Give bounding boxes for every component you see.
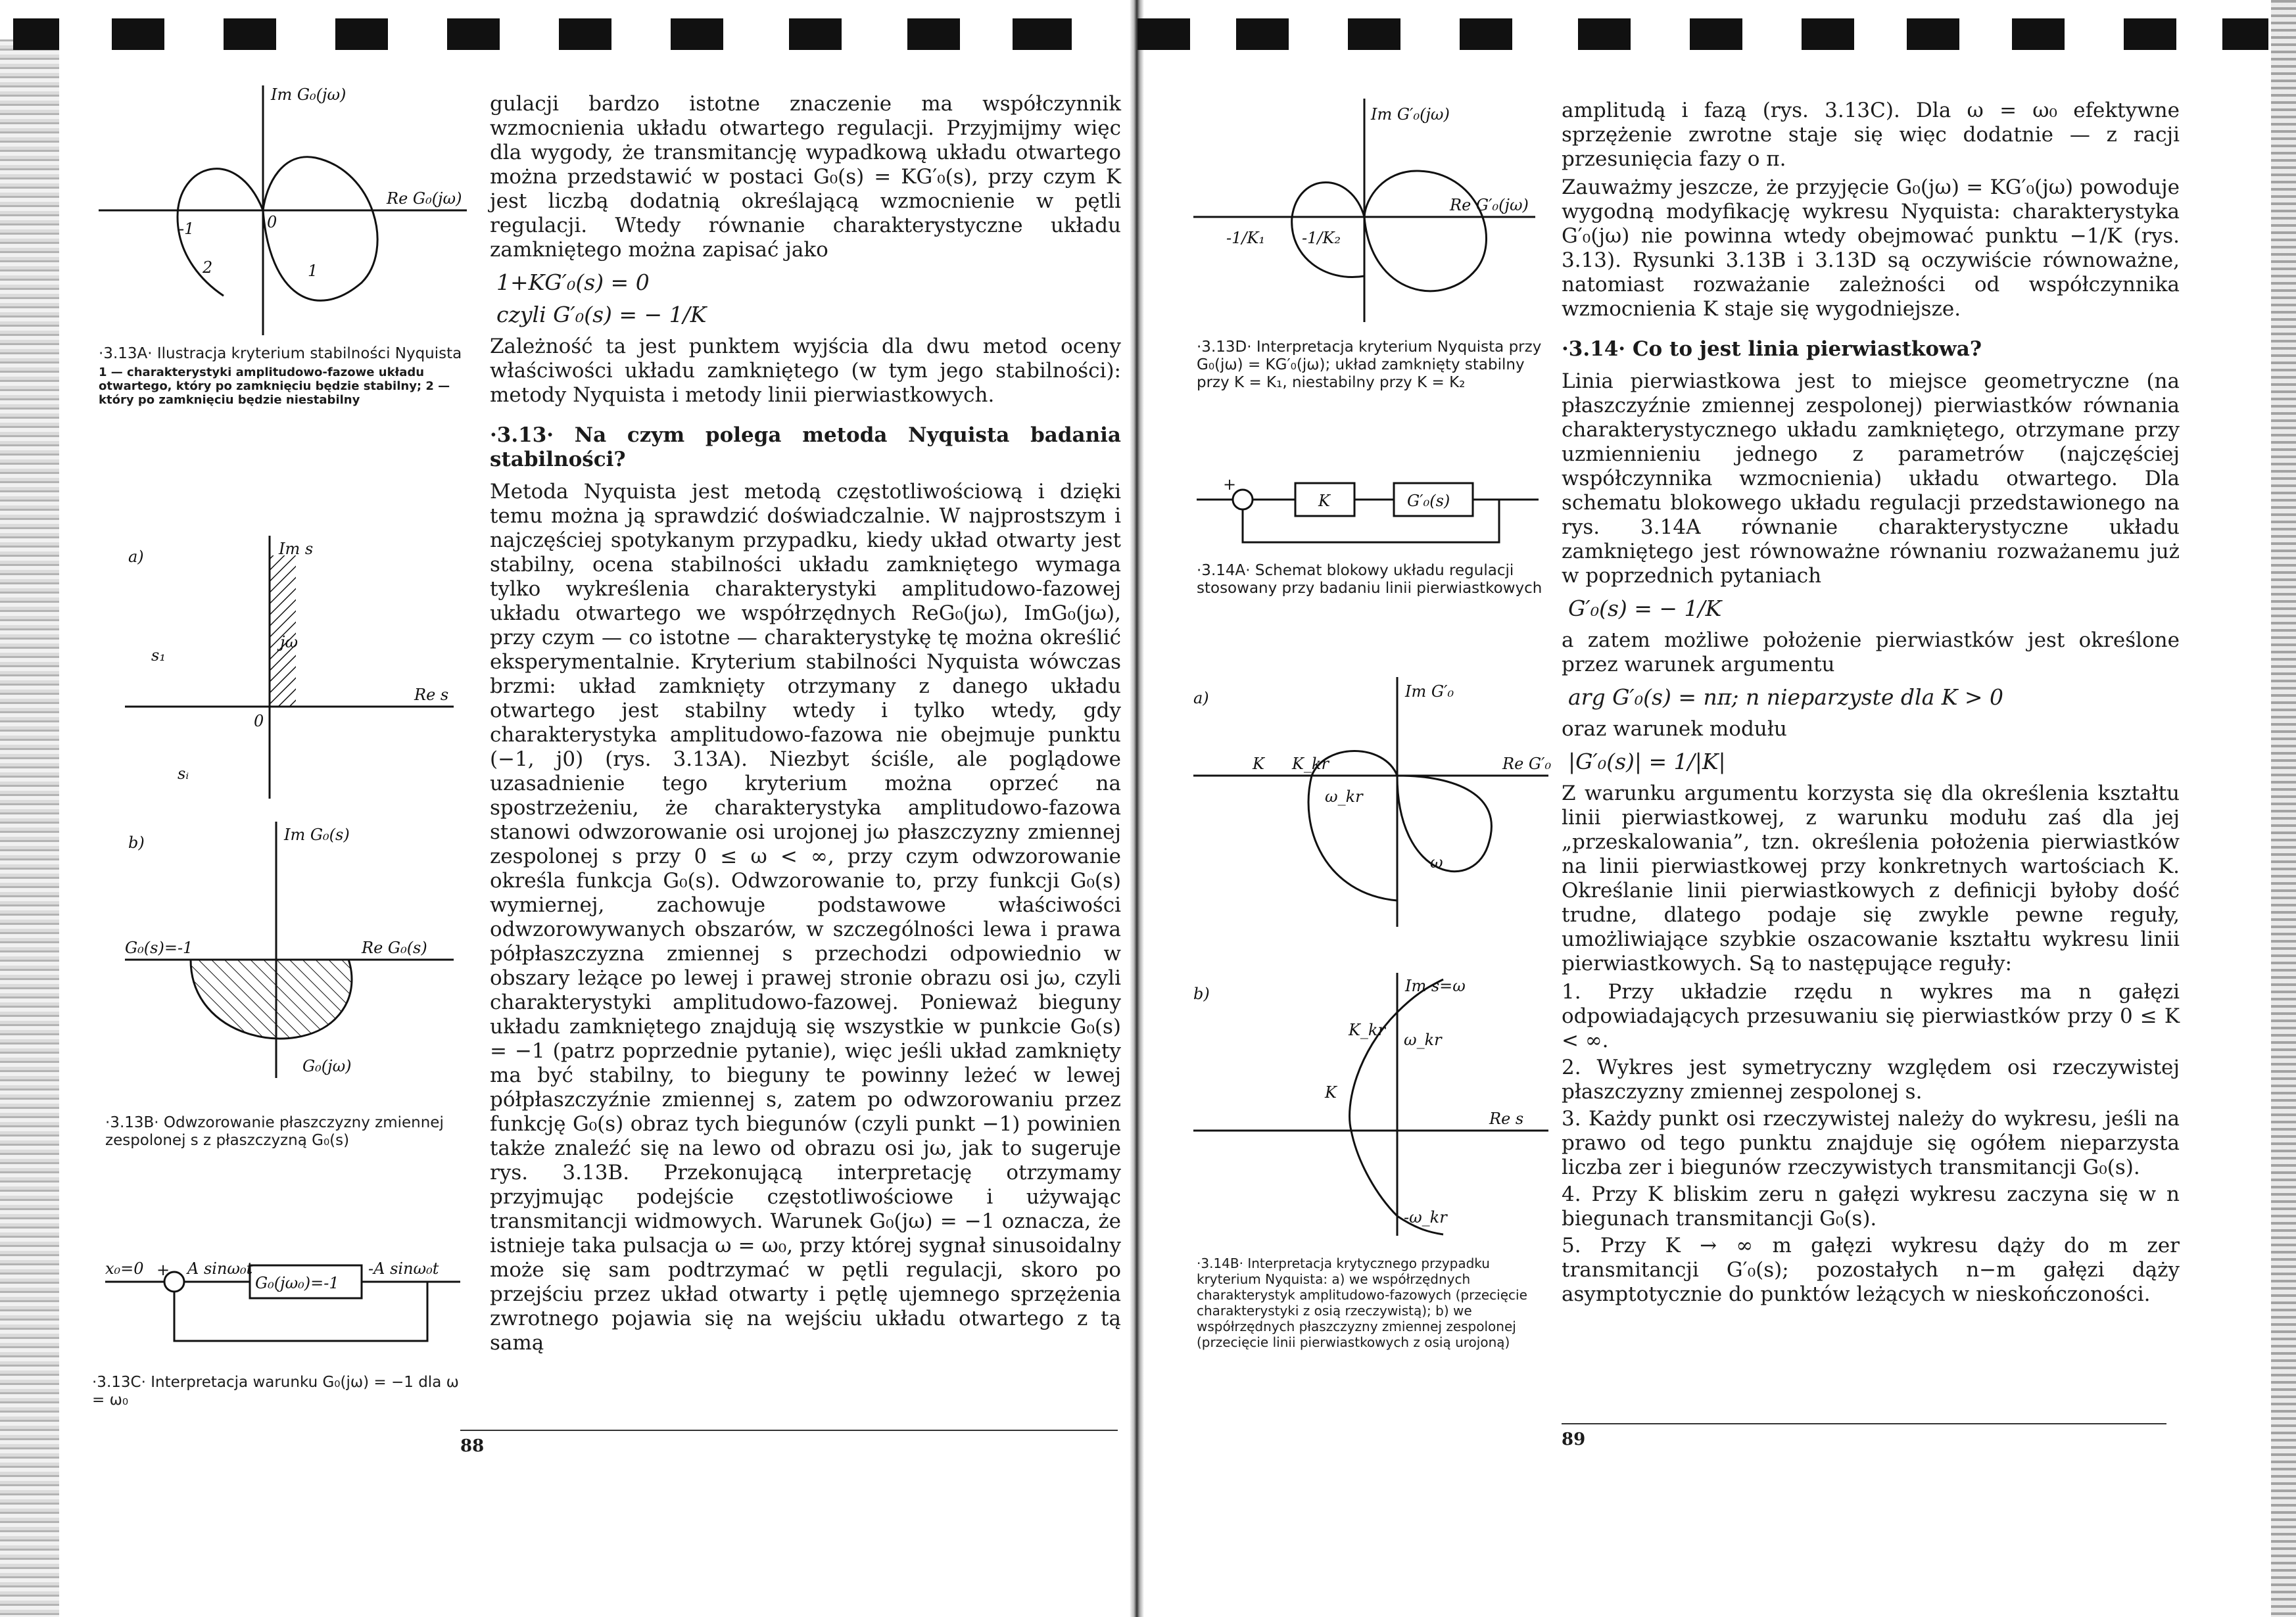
- fig-d-im-label: Im G′₀(jω): [1371, 105, 1450, 124]
- right-paragraph-4: a zatem możliwe położenie pierwiastków jest określone przez warunek argumentu: [1562, 628, 2180, 676]
- fig-bd-k-label: K: [1318, 492, 1330, 510]
- caption-3-13A: [99, 345, 467, 407]
- fig-b1-si-label: sᵢ: [178, 764, 189, 783]
- right-paragraph-5: oraz warunek modułu: [1562, 717, 1787, 741]
- fig-a-origin: 0: [267, 213, 277, 231]
- fig-bd-g-label: G′₀(s): [1407, 492, 1450, 510]
- figure-3-13B-a: [125, 536, 454, 799]
- fig-ea-k-label: K: [1253, 755, 1264, 773]
- fig-eb-re-label: Re s: [1489, 1110, 1524, 1128]
- figure-3-14A: [1197, 460, 1552, 552]
- section-3-14-heading: ·3.14· Co to jest linia pierwiastkowa?: [1562, 337, 1982, 361]
- fig-b1-im-label: Im s: [279, 540, 314, 558]
- caption-3-13C: [92, 1374, 460, 1409]
- left-paragraph-1: gulacji bardzo istotne znaczenie ma współczynnik wzmocnienia układu otwartego regulacji. Przyjmijmy więc dla wygody, że transmitancję wypadkową układu otwartego można przedstawić w postaci G₀(s) = KG′₀(s), przy czym K jest liczbą dodatnią określającą wzmocnienie w pętli regulacji. Wtedy równanie charakterystyczne układu zamkniętego można zapisać jako: [490, 92, 1121, 262]
- left-paragraph-2: Zależność ta jest punktem wyjścia dla dwu metod oceny właściwości układu zamkniętego (w tym jego stabilności): metody Nyquista i metody linii pierwiastkowych.: [490, 335, 1121, 407]
- fig-c-out-label: -A sinω₀t: [368, 1259, 439, 1278]
- book-spine: [1130, 0, 1144, 1617]
- fig-ea-kkr-label: K_kr: [1292, 755, 1329, 773]
- right-paragraph-2: Zauważmy jeszcze, że przyjęcie G₀(jω) = KG′₀(jω) powoduje wygodną modyfikację wykresu Nyquista: charakterystyka G′₀(jω) nie powinna wtedy obejmować punktu −1/K (rys. 3.13). Rysunki 3.13B i 3.13D są oczywiście równoważne, natomiast rozważanie zależności od współczynnika wzmocnienia K staje się wygodniejsze.: [1562, 176, 2180, 321]
- fig-ea-wkr-label: ω_kr: [1325, 787, 1363, 806]
- caption-3-14B: [1197, 1255, 1552, 1350]
- left-page-number: 88: [460, 1436, 485, 1456]
- fig-b2-minus-one: G₀(s)=-1: [125, 939, 193, 957]
- rule-item-5: 5. Przy K → ∞ m gałęzi wykresu dąży do m zer transmitancji G′₀(s); pozostałych n−m gałęzi dąży asymptotycznie do punktów leżących w nieskończoności.: [1562, 1234, 2180, 1306]
- fig-a-minus-one: -1: [179, 220, 195, 238]
- figure-3-14B-b: [1193, 973, 1548, 1236]
- left-footer-rule: [460, 1430, 1118, 1431]
- caption-3-13D-title: ·3.13D· Interpretacja kryterium Nyquista przy G₀(jω) = KG′₀(jω); układ zamknięty stabilny przy K = K₁, niestabilny przy K = K₂: [1197, 339, 1542, 391]
- caption-3-13C-title: ·3.13C· Interpretacja warunku G₀(jω) = −1 dla ω = ω₀: [92, 1374, 459, 1409]
- fig-d-k1-label: -1/K₁: [1226, 229, 1266, 247]
- section-3-13-heading: ·3.13· Na czym polega metoda Nyquista badania stabilności?: [490, 423, 1121, 471]
- right-text-column: [1562, 99, 2180, 1309]
- fig-ea-w-label: ω: [1430, 853, 1443, 872]
- fig-ea-im-label: Im G′₀: [1405, 682, 1454, 701]
- caption-3-13A-title: ·3.13A· Ilustracja kryterium stabilności Nyquista: [99, 345, 462, 362]
- left-equation-1: 1+KG′₀(s) = 0: [496, 270, 650, 295]
- fig-ea-tag: a): [1193, 689, 1209, 707]
- rule-item-4: 4. Przy K bliskim zeru n gałęzi wykresu zaczyna się w n biegunach transmitancji G₀(s).: [1562, 1183, 2180, 1230]
- caption-3-14A-title: ·3.14A· Schemat blokowy układu regulacji stosowany przy badaniu linii pierwiastkowych: [1197, 562, 1543, 597]
- fig-d-k2-label: -1/K₂: [1302, 229, 1341, 247]
- root-locus-rules-list: [1562, 980, 2180, 1307]
- fig-b2-tag: b): [128, 833, 145, 852]
- fig-b1-re-label: Re s: [414, 686, 449, 704]
- caption-3-13B: [105, 1114, 460, 1150]
- figure-3-13A: [99, 85, 467, 335]
- caption-3-13B-title: ·3.13B· Odwzorowanie płaszczyzny zmiennej zespolonej s z płaszczyzną G₀(s): [105, 1114, 444, 1149]
- right-equation-1: G′₀(s) = − 1/K: [1568, 596, 1722, 621]
- fig-b2-im-label: Im G₀(s): [284, 826, 350, 844]
- right-equation-3: |G′₀(s)| = 1/|K|: [1568, 749, 1726, 774]
- right-footer-rule: [1562, 1423, 2166, 1424]
- fig-b2-gjw-label: G₀(jω): [302, 1057, 352, 1075]
- fig-c-sin-label: A sinω₀t: [187, 1259, 253, 1278]
- fig-eb-wkr-label: ω_kr: [1404, 1031, 1442, 1049]
- fig-eb-tag: b): [1193, 985, 1210, 1003]
- fig-ea-re-label: Re G′₀: [1502, 755, 1552, 773]
- scan-edge-left: [0, 39, 59, 1617]
- figure-3-13B-b: [125, 822, 454, 1078]
- fig-bd-plus: +: [1223, 475, 1237, 494]
- fig-a-im-label: Im G₀(jω): [271, 85, 347, 104]
- figure-3-13C: [99, 1242, 467, 1361]
- fig-eb-kkr-label: K_kr: [1349, 1021, 1385, 1039]
- right-equation-2: arg G′₀(s) = nπ; n nieparzyste dla K > 0: [1568, 684, 2004, 710]
- figure-3-13D: [1193, 99, 1535, 322]
- caption-3-13A-sub: 1 — charakterystyki amplitudowo-fazowe układu otwartego, który po zamknięciu będzie stabilny; 2 — który po zamknięciu będzie niestabilny: [99, 365, 450, 407]
- right-page-number: 89: [1562, 1430, 1586, 1449]
- scan-edge-right: [2271, 0, 2296, 1617]
- fig-eb-mwkr-label: -ω_kr: [1404, 1208, 1447, 1227]
- caption-3-14A: [1197, 562, 1552, 598]
- fig-c-plus: +: [156, 1261, 170, 1279]
- fig-a-curve-2: 2: [203, 258, 213, 277]
- fig-b1-jw-label: jω: [280, 633, 299, 651]
- fig-b1-origin: 0: [254, 712, 264, 730]
- left-text-column: [490, 92, 1121, 1359]
- fig-c-x0-label: x₀=0: [105, 1259, 144, 1278]
- figure-3-14B-a: [1193, 677, 1552, 927]
- fig-a-curve-1: 1: [308, 262, 318, 280]
- rule-item-1: 1. Przy układzie rzędu n wykres ma n gałęzi odpowiadających przesuwaniu się pierwiastków przy 0 ≤ K < ∞.: [1562, 980, 2180, 1052]
- fig-d-re-label: Re G′₀(jω): [1450, 196, 1529, 214]
- fig-eb-im-label: Im s=ω: [1405, 977, 1466, 995]
- right-paragraph-6: Z warunku argumentu korzysta się dla określenia kształtu linii pierwiastkowej, z warunku modułu zaś dla jej „przeskalowania”, tzn. określenia położenia pierwiastków na linii pierwiastkowej przy konkretnych wartościach K. Określanie linii pierwiastkowych z definicji byłoby dość trudne, dlatego podaje się zwykle pewne reguły, umożliwiające szybkie oszacowanie kształtu wykresu linii pierwiastkowych. Są to następujące reguły:: [1562, 782, 2180, 975]
- rule-item-3: 3. Każdy punkt osi rzeczywistej należy do wykresu, jeśli na prawo od tego punktu znajduje się ogółem nieparzysta liczba zer i biegunów rzeczywistych transmitancji G₀(s).: [1562, 1107, 2180, 1179]
- caption-3-14B-title: ·3.14B· Interpretacja krytycznego przypadku kryterium Nyquista: a) we współrzędnych charakterystyk amplitudowo-fazowych (przecięcie charakterystyki z osią rzeczywistą); b) we współrzędnych płaszczyzny zmiennej zespolonej (przecięcie linii pierwiastkowych z osią urojoną): [1197, 1255, 1527, 1350]
- fig-eb-k-label: K: [1325, 1083, 1337, 1102]
- caption-3-13D: [1197, 339, 1552, 392]
- fig-b2-re-label: Re G₀(s): [362, 939, 427, 957]
- left-equation-2: czyli G′₀(s) = − 1/K: [496, 302, 707, 327]
- fig-a-re-label: Re G₀(jω): [387, 189, 462, 208]
- left-paragraph-3: Metoda Nyquista jest metodą częstotliwościową i dzięki temu można ją sprawdzić doświadczalnie. W najprostszym i najczęściej spotykanym przypadku, kiedy układ otwarty jest stabilny, ocena stabilności układu zamkniętego wymaga tylko wykreślenia charakterystyki amplitudowo-fazowej układu otwartego we współrzędnych ReG₀(jω), ImG₀(jω), przy czym — co istotne — charakterystykę tę można określić eksperymentalnie. Kryterium stabilności Nyquista wówczas brzmi: układ zamknięty otrzymany z danego układu otwartego jest stabilny wtedy i tylko wtedy, gdy charakterystyka amplitudowo-fazowa nie obejmuje punktu (−1, j0) (rys. 3.13A). Niezbyt ściśle, ale poglądowe uzasadnienie tego kryterium można oprzeć na spostrzeżeniu, że charakterystyka amplitudowo-fazowa stanowi odwzorowanie osi urojonej jω płaszczyzny zmiennej zespolonej s przy 0 ≤ ω < ∞, przy czym odwzorowanie określa funkcja G₀(s). Odwzorowanie to, przy funkcji G₀(s) wymiernej, zachowuje podstawowe właściwości odwzorowywanych obszarów, w szczególności lewa i prawa półpłaszczyzna zmiennej s przechodzi odpowiednio w obszary leżące po lewej i prawej stronie obrazu osi jω, czyli charakterystyki amplitudowo-fazowej. Ponieważ bieguny układu zamkniętego znajdują się wszystkie w punkcie G₀(s) = −1 (patrz poprzednie pytanie), więc jeśli układ zamknięty ma być stabilny, to bieguny te powinny leżeć w lewej półpłaszczyźnie zmiennej s, zatem po odwzorowaniu przez funkcję G₀(s) obraz tych biegunów (czyli punkt −1) powinien także znaleźć się na lewo od obrazu osi jω, jak to sugeruje rys. 3.13B. Przekonującą interpretację otrzymamy przyjmując podejście częstotliwościowe i używając transmitancji widmowych. Warunek G₀(jω) = −1 oznacza, że istnieje taka pulsacja ω = ω₀, przy której sygnał sinusoidalny może się sam podtrzymać w pętli regulacji, skoro po przejściu przez układ otwarty i pętlę ujemnego sprzężenia zwrotnego pojawia się na wejściu układu otwartego z tą samą: [490, 480, 1121, 1355]
- right-paragraph-3: Linia pierwiastkowa jest to miejsce geometryczne (na płaszczyźnie zmiennej zespolonej) pierwiastków równania charakterystycznego układu zamkniętego, otrzymane przy uzmiennieniu jednego z parametrów (najczęściej współczynnika wzmocnienia) układu otwartego. Dla schematu blokowego układu regulacji przedstawionego na rys. 3.14A równanie charakterystyczne układu zamkniętego jest równoważne równaniu rozważanemu już w poprzednich pytaniach: [1562, 369, 2180, 588]
- right-paragraph-1: amplitudą i fazą (rys. 3.13C). Dla ω = ω₀ efektywne sprzężenie zwrotne staje się więc dodatnie — z racji przesunięcia fazy o π.: [1562, 99, 2180, 171]
- rule-item-2: 2. Wykres jest symetryczny względem osi rzeczywistej płaszczyzny zmiennej zespolonej s.: [1562, 1056, 2180, 1104]
- fig-b1-tag: a): [128, 548, 144, 566]
- fig-c-box-label: G₀(jω₀)=-1: [255, 1274, 339, 1292]
- fig-b1-s1-label: s₁: [151, 646, 166, 665]
